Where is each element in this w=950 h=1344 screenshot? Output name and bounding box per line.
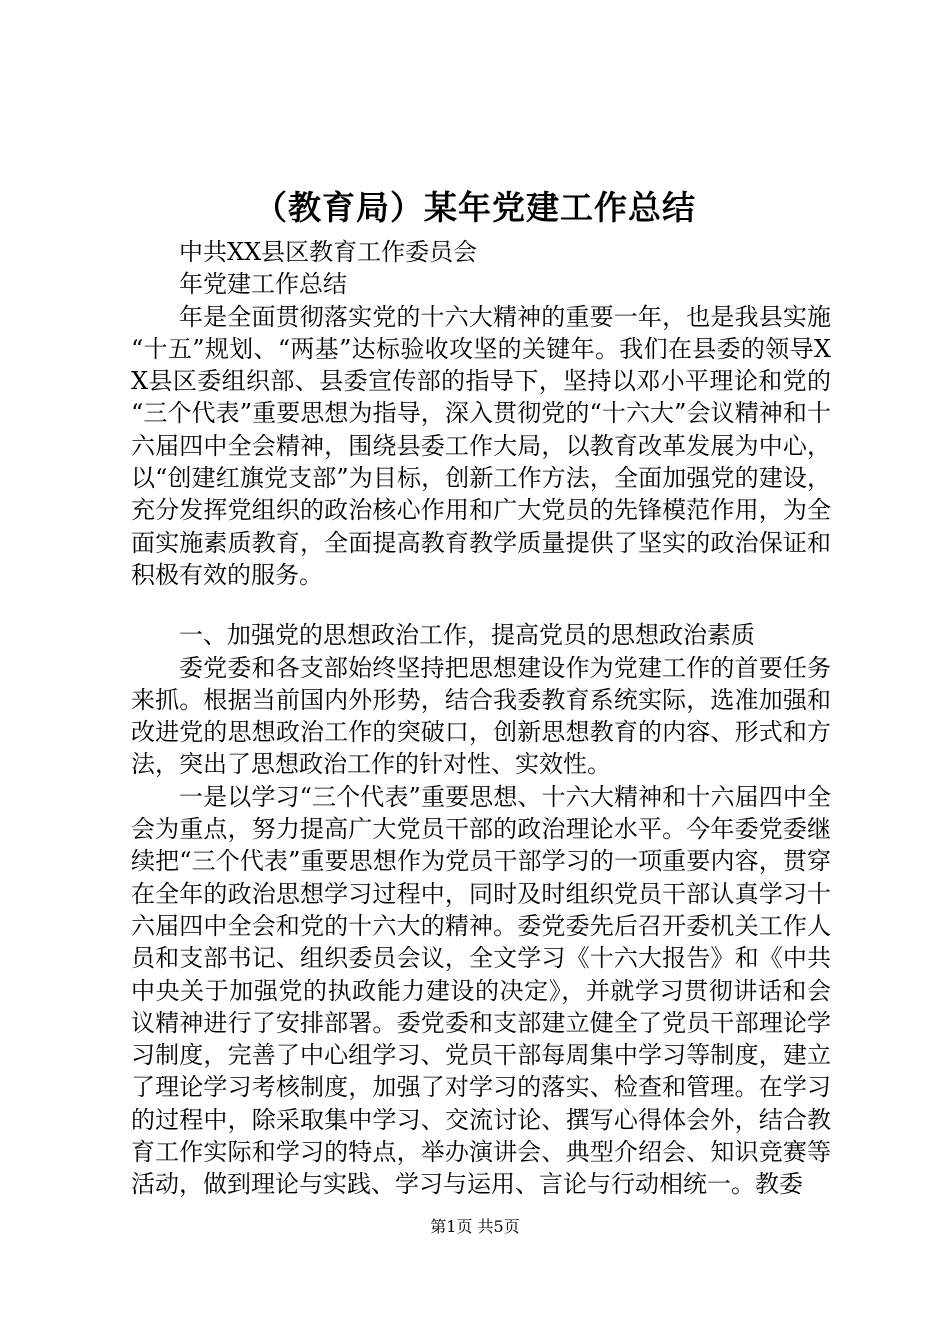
org-line: 中共XX县区教育工作委员会 [179,238,478,266]
section-paragraph: 委党委和各支部始终坚持把思想建设作为党建工作的首要任务来抓。根据当前国内外形势，结合我委教育系统实际，选准加强和改进党的思想政治工作的突破口，创新思想教育的内容、形式和方法，突出了思想政治工作的针对性、实效性。 [131,653,831,779]
paragraph-gap [131,591,831,619]
document-title: （教育局）某年党建工作总结 [254,188,696,227]
document-body [131,236,831,1201]
subtitle-line: 年党建工作总结 [179,270,347,299]
section-heading: 一、加强党的思想政治工作，提高党员的思想政治素质 [179,621,755,650]
section-paragraph: 一是以学习“三个代表”重要思想、十六大精神和十六届四中全会为重点，努力提高广大党员干部的政治理论水平。今年委党委继续把“三个代表”重要思想作为党员干部学习的一项重要内容，贯穿在全年的政治思想学习过程中，同时及时组织党员干部认真学习十六届四中全会和党的十六大的精神。委党委先后召开委机关工作人员和支部书记、组织委员会议，全文学习《十六大报告》和《中共中央关于加强党的执政能力建设的决定》，并就学习贯彻讲话和会议精神进行了安排部署。委党委和支部建立健全了党员干部理论学习制度，完善了中心组学习、党员干部每周集中学习等制度，建立了理论学习考核制度，加强了对学习的落实、检查和管理。在学习的过程中，除采取集中学习、交流讨论、撰写心得体会外，结合教育工作实际和学习的特点，举办演讲会、典型介绍会、知识竞赛等活动，做到理论与实践、学习与运用、言论与行动相统一。教委 [131,782,831,1199]
intro-paragraph: 年是全面贯彻落实党的十六大精神的重要一年，也是我县实施“十五”规划、“两基”达标验收攻坚的关键年。我们在县委的领导XX县区委组织部、县委宣传部的指导下，坚持以邓小平理论和党的“三个代表”重要思想为指导，深入贯彻党的“十六大”会议精神和十六届四中全会精神，围绕县委工作大局，以教育改革发展为中心，以“创建红旗党支部”为目标，创新工作方法，全面加强党的建设，充分发挥党组织的政治核心作用和广大党员的先锋模范作用，为全面实施素质教育，全面提高教育教学质量提供了坚实的政治保证和积极有效的服务。 [131,302,831,589]
page-number-footer: 第1页 共5页 [430,1217,520,1236]
